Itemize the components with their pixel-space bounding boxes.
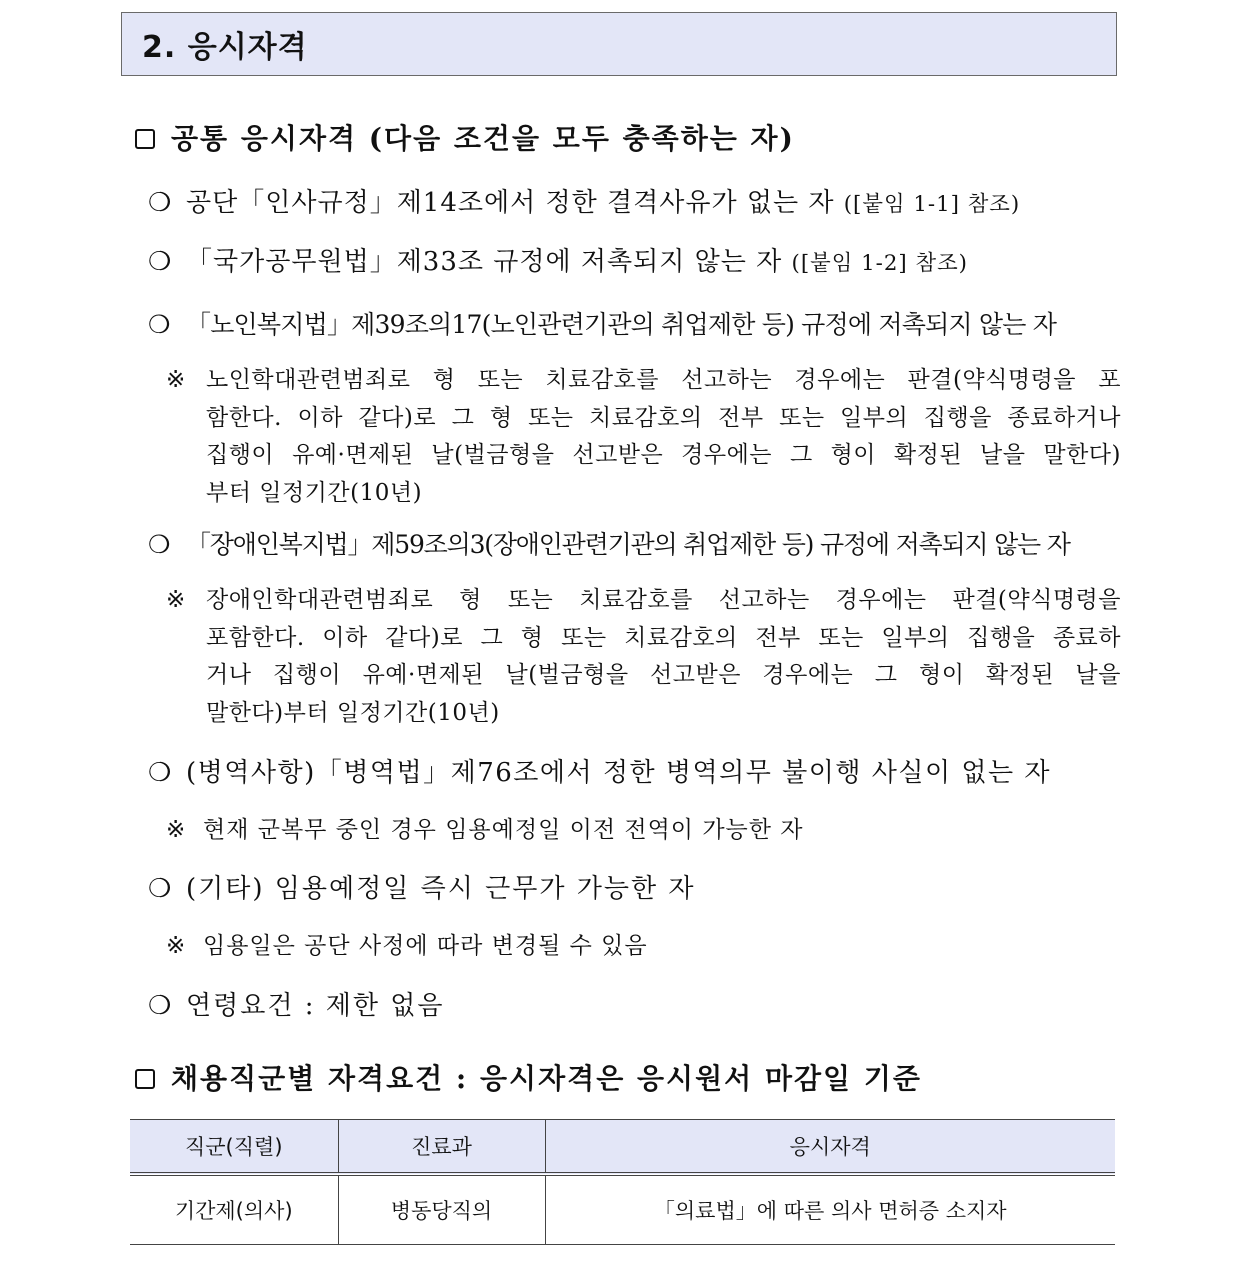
common-item-4: [148, 525, 1070, 561]
column-header-department: 진료과: [338, 1120, 545, 1175]
common-item-1: [148, 182, 1020, 219]
item-text: (기타) 임용예정일 즉시 근무가 가능한 자: [186, 874, 696, 904]
column-header-qualification: 응시자격: [545, 1120, 1115, 1175]
circle-bullet-icon: ❍: [148, 530, 170, 559]
note-line: 함한다. 이하 같다)로 그 형 또는 치료감호의 전부 또는 일부의 집행을 종료하거나: [206, 404, 1121, 431]
item-reference: ([붙임 1-1] 참조): [843, 192, 1021, 217]
item-text: 「장애인복지법」제59조의3(장애인관련기관의 취업제한 등) 규정에 저촉되지 않는 자: [186, 530, 1070, 559]
item-text: 「국가공무원법」제33조 규정에 저촉되지 않는 자: [186, 247, 783, 277]
item-text: 공단「인사규정」제14조에서 정한 결격사유가 없는 자: [186, 188, 835, 218]
item-text: 「노인복지법」제39조의17(노인관련기관의 취업제한 등) 규정에 저촉되지 않는 자: [186, 310, 1057, 339]
item-reference: ([붙임 1-2] 참조): [791, 251, 968, 276]
circle-bullet-icon: ❍: [148, 991, 174, 1021]
reference-mark-icon: ※: [166, 817, 187, 843]
item-text: 연령요건 : 제한 없음: [186, 991, 445, 1021]
note-line: 말한다)부터 일정기간(10년): [206, 699, 500, 726]
note-text: 임용일은 공단 사정에 따라 변경될 수 있음: [203, 933, 648, 959]
note-line: 집행이 유예·면제된 날(벌금형을 선고받은 경우에는 그 형이 확정된 날을 말한다): [206, 442, 1121, 468]
section-title: 2. 응시자격: [121, 12, 1117, 76]
reference-mark-icon: ※: [166, 587, 186, 613]
circle-bullet-icon: ❍: [148, 874, 174, 904]
note-text: 현재 군복무 중인 경우 임용예정일 이전 전역이 가능한 자: [203, 817, 804, 843]
column-header-job-group: 직군(직렬): [130, 1120, 338, 1175]
reference-mark-icon: ※: [166, 367, 186, 393]
cell-qualification: 「의료법」에 따른 의사 면허증 소지자: [545, 1174, 1115, 1245]
circle-bullet-icon: ❍: [148, 188, 173, 218]
table-header-row: [130, 1120, 1115, 1175]
note-line: 노인학대관련범죄로 형 또는 치료감호를 선고하는 경우에는 판결(약식명령을 포: [206, 367, 1121, 393]
common-heading-line: [135, 117, 795, 157]
common-item-5: [148, 752, 1051, 789]
item-text: (병역사항)「병역법」제76조에서 정한 병역의무 불이행 사실이 없는 자: [186, 758, 1051, 788]
circle-bullet-icon: ❍: [148, 758, 173, 788]
common-item-2: [148, 241, 968, 278]
note-line: 포함한다. 이하 같다)로 그 형 또는 치료감호의 전부 또는 일부의 집행을 종료하: [206, 624, 1121, 651]
note-disabled-abuse: [166, 582, 1121, 732]
note-elder-abuse: [166, 362, 1121, 512]
note-line: 거나 집행이 유예·면제된 날(벌금형을 선고받은 경우에는 그 형이 확정된 날을: [206, 662, 1121, 688]
checkbox-square-icon: [135, 129, 155, 149]
common-item-3: [148, 305, 1056, 341]
reference-mark-icon: ※: [166, 933, 187, 959]
cell-job-group: 기간제(의사): [130, 1174, 338, 1245]
job-heading: 채용직군별 자격요건 : 응시자격은 응시원서 마감일 기준: [171, 1062, 922, 1095]
note-military: [166, 811, 804, 844]
common-item-7: [148, 985, 444, 1022]
qualification-table: [130, 1119, 1115, 1245]
common-heading: 공통 응시자격 (다음 조건을 모두 충족하는 자): [171, 122, 795, 155]
note-line: 부터 일정기간(10년): [206, 479, 423, 506]
circle-bullet-icon: ❍: [148, 310, 170, 339]
note-appointment-date: [166, 927, 648, 960]
circle-bullet-icon: ❍: [148, 247, 173, 277]
common-item-6: [148, 868, 695, 905]
job-heading-line: [135, 1057, 922, 1097]
table-row: [130, 1174, 1115, 1245]
cell-department: 병동당직의: [338, 1174, 545, 1245]
checkbox-square-icon: [135, 1069, 155, 1089]
note-line: 장애인학대관련범죄로 형 또는 치료감호를 선고하는 경우에는 판결(약식명령을: [206, 587, 1121, 613]
